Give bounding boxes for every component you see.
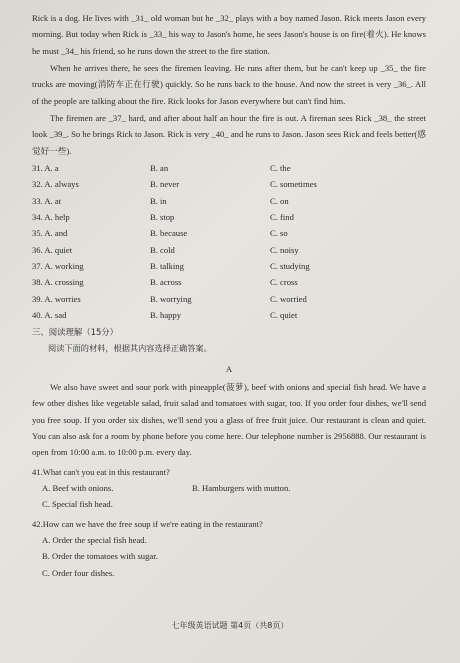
option-31-c: C. the <box>270 162 291 173</box>
option-35-b: B. because <box>150 228 188 239</box>
question-42-choice-c: C. Order four dishes. <box>42 567 115 578</box>
option-36-c: C. noisy <box>270 244 299 255</box>
option-33-a: 33. A. at <box>32 195 62 206</box>
option-40-a: 40. A. sad <box>32 309 67 320</box>
option-31-b: B. an <box>150 162 169 173</box>
option-34-b: B. stop <box>150 211 175 222</box>
option-34-c: C. find <box>270 211 294 222</box>
option-35-a: 35. A. and <box>32 228 68 239</box>
option-37-a: 37. A. working <box>32 260 84 271</box>
option-33-b: B. in <box>150 195 167 206</box>
option-35-c: C. so <box>270 228 288 239</box>
option-38-a: 38. A. crossing <box>32 277 84 288</box>
question-41-choice-b: B. Hamburgers with mutton. <box>192 483 291 494</box>
option-40-c: C. quiet <box>270 309 298 320</box>
option-32-a: 32. A. always <box>32 179 79 190</box>
option-row-40 <box>32 307 426 323</box>
option-row-35 <box>32 225 426 241</box>
option-38-b: B. across <box>150 277 182 288</box>
option-39-c: C. worried <box>270 293 307 304</box>
question-41-choice-c: C. Special fish head. <box>42 499 113 510</box>
question-41-stem: 41.What can't you eat in this restaurant? <box>32 466 170 477</box>
option-39-a: 39. A. worries <box>32 293 81 304</box>
option-row-31 <box>32 160 426 176</box>
option-40-b: B. happy <box>150 309 182 320</box>
option-36-b: B. cold <box>150 244 175 255</box>
question-42-choice-b: B. Order the tomatoes with sugar. <box>42 551 158 562</box>
option-34-a: 34. A. help <box>32 211 70 222</box>
option-37-c: C. studying <box>270 260 310 271</box>
page-footer: 七年级英语试题 第4页（共8页） <box>171 620 289 630</box>
option-row-37 <box>32 258 426 274</box>
option-39-b: B. worrying <box>150 293 192 304</box>
cloze-paragraph-2: When he arrives there, he sees the firemen leaving. He runs after them, but he can't keep up _35_ the fire trucks are moving(消防车正在行驶) quickly. So he runs back to the house. And now the street is very _36_. All of the people are talking about the fire. Rick looks for Jason everywhere but can't find him. <box>32 62 426 106</box>
section-instruction: 阅读下面的材料，根据其内容选择正确答案。 <box>48 343 212 354</box>
question-41-choice-a: A. Beef with onions. <box>42 483 114 494</box>
section-title: 三、阅读理解（15分） <box>32 327 119 338</box>
option-row-33 <box>32 193 426 209</box>
option-36-a: 36. A. quiet <box>32 244 73 255</box>
option-32-b: B. never <box>150 179 180 190</box>
option-37-b: B. talking <box>150 260 184 271</box>
question-41-choices-row <box>42 480 426 496</box>
option-row-34 <box>32 209 426 225</box>
cloze-options <box>32 160 426 323</box>
passage-label: A <box>225 363 233 374</box>
reading-passage: We also have sweet and sour pork with pineapple(菠萝), beef with onions and special fish head. We have a few other dishes like vegetable salad, fruit salad and tomatoes with sugar, too. If you order four dishes, we'll send you free soup. If you order six dishes, we'll send you a glass of free fruit juice. Our restaurant is clean and quiet. You can also ask for a room by phone before you come here. Our telephone number is 2956888. Our restaurant is open from 10:00 a.m. to 10:00 p.m. every day. <box>32 382 426 458</box>
option-row-38 <box>32 274 426 290</box>
cloze-paragraph-1: Rick is a dog. He lives with _31_ old woman but he _32_ plays with a boy named Jason. Rick meets Jason every morning. But today when Rick is _33_ his way to Jason's home, he sees Jason's house is on fire(着火). He knows he must _34_ his friend, so he runs down the street to the fire station. <box>32 13 426 56</box>
option-33-c: C. on <box>270 195 289 206</box>
question-42-choice-a: A. Order the special fish head. <box>42 535 147 546</box>
option-32-c: C. sometimes <box>270 179 317 190</box>
option-row-39 <box>32 291 426 307</box>
option-row-32 <box>32 176 426 192</box>
option-31-a: 31. A. a <box>32 162 59 173</box>
question-42-stem: 42.How can we have the free soup if we're eating in the restaurant? <box>32 518 263 529</box>
cloze-paragraph-3: The firemen are _37_ hard, and after about half an hour the fire is out. A fireman sees Rick _38_ the street look _39_. So he brings Rick to Jason. Rick is very _40_ and he runs to Jason. Jason sees Rick and feels better(感觉好一些). <box>32 112 426 156</box>
option-38-c: C. cross <box>270 277 298 288</box>
option-row-36 <box>32 242 426 258</box>
